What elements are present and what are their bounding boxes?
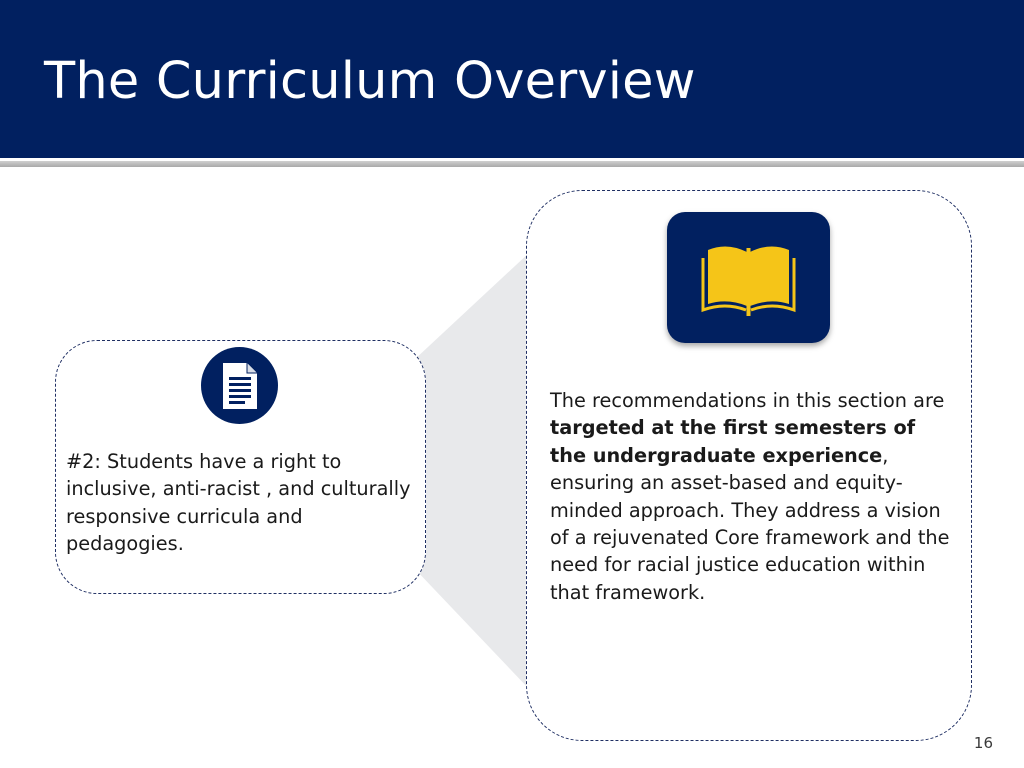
right-card-text-rest: , ensuring an asset-based and equity-minded approach. They address a vision of a rejuvenated Core framework and the need for racial justice education within that framework.	[550, 443, 950, 604]
open-book-icon	[667, 212, 830, 343]
right-card-text-intro: The recommendations in this section are	[550, 389, 945, 412]
page-number: 16	[973, 734, 993, 752]
left-card-text: #2: Students have a right to inclusive, anti-racist , and culturally responsive curricula and pedagogies.	[66, 450, 411, 556]
document-icon	[201, 347, 278, 424]
right-card-text	[550, 387, 955, 606]
right-card-text-emphasis: targeted at the first semesters of the undergraduate experience	[550, 416, 916, 467]
book-badge	[667, 212, 830, 343]
slide-title: The Curriculum Overview	[44, 52, 696, 111]
document-badge	[201, 347, 278, 424]
